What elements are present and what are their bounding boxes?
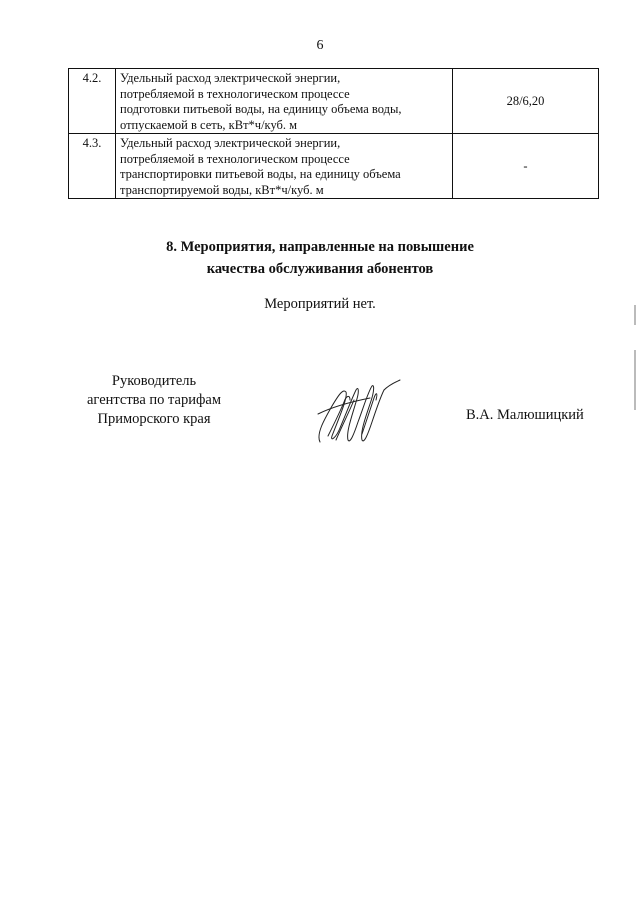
table-row	[69, 69, 599, 134]
row-number: 4.2.	[69, 69, 116, 134]
indicators-table	[68, 68, 599, 199]
description-line: Удельный расход электрической энергии,	[120, 136, 341, 150]
table-row	[69, 134, 599, 199]
description-line: транспортируемой воды, кВт*ч/куб. м	[120, 182, 324, 197]
description-line: отпускаемой в сеть, кВт*ч/куб. м	[120, 117, 298, 132]
row-number: 4.3.	[69, 134, 116, 199]
signer-position-line: агентства по тарифам	[87, 392, 221, 408]
row-value: 28/6,20	[453, 69, 599, 134]
section-title	[0, 236, 640, 280]
row-value: -	[453, 134, 599, 199]
description-line: потребляемой в технологическом процессе	[120, 151, 350, 166]
description-line: потребляемой в технологическом процессе	[120, 86, 350, 101]
section-title-line: качества обслуживания абонентов	[206, 261, 434, 277]
signer-name: В.А. Малюшицкий	[466, 407, 584, 423]
page-number: 6	[316, 38, 324, 53]
scan-edge-mark	[634, 350, 636, 410]
row-description	[116, 134, 453, 199]
description-line: Удельный расход электрической энергии,	[120, 71, 341, 85]
scan-edge-mark	[634, 305, 636, 325]
row-description	[116, 69, 453, 134]
section-title-line: 8. Мероприятия, направленные на повышение	[166, 239, 474, 255]
handwritten-signature	[310, 376, 410, 446]
signer-position-line: Руководитель	[111, 373, 197, 389]
description-line: транспортировки питьевой воды, на единицу объема	[120, 167, 401, 181]
signer-position	[74, 372, 234, 429]
section-body: Мероприятий нет.	[264, 296, 376, 312]
description-line: подготовки питьевой воды, на единицу объема воды,	[120, 102, 402, 116]
signer-position-line: Приморского края	[97, 411, 211, 427]
